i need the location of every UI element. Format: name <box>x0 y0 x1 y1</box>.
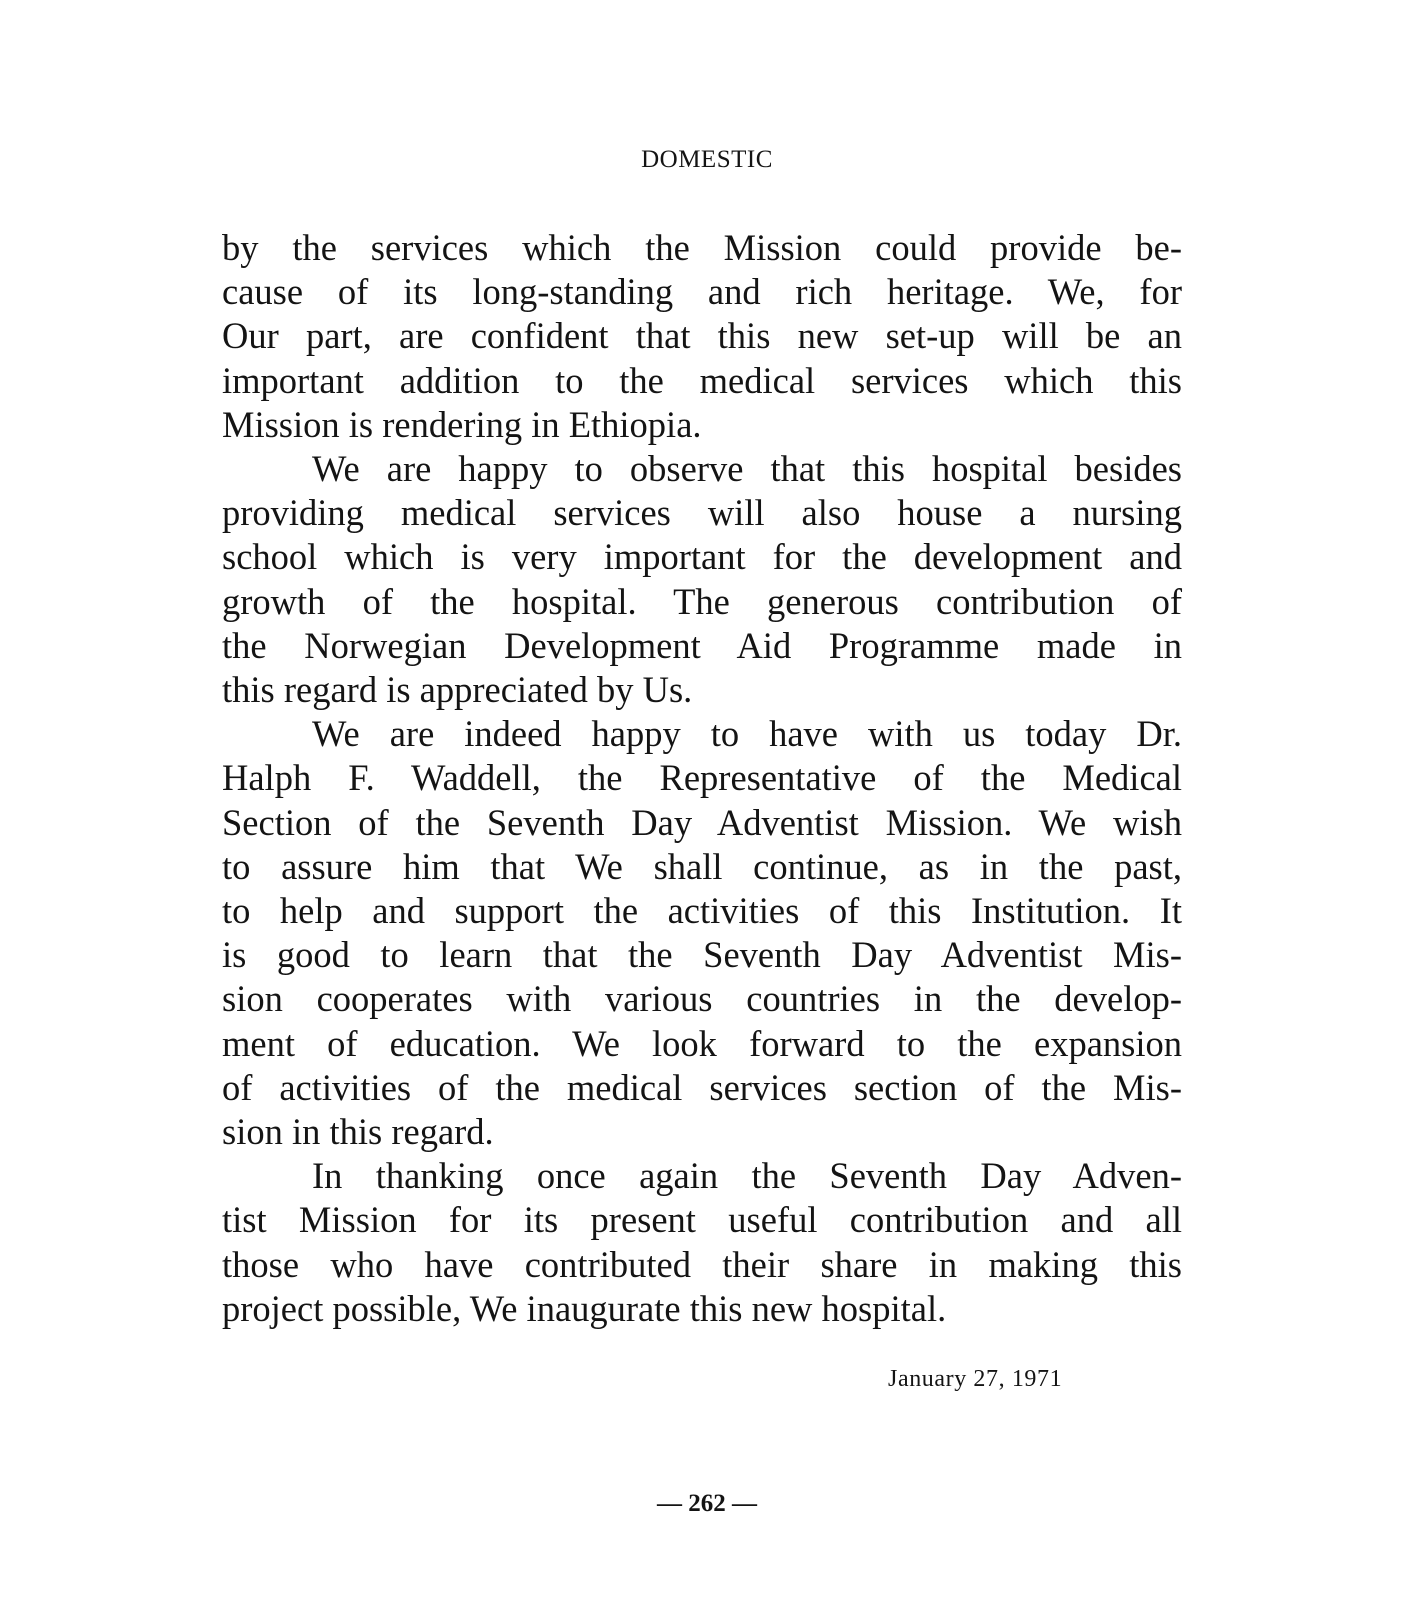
text-line: providing medical services will also house a nursing <box>222 492 1182 534</box>
paragraph <box>222 447 1182 712</box>
text-line: of activities of the medical services section of the Mis- <box>222 1066 1182 1108</box>
body-text <box>222 226 1182 1331</box>
text-line: sion cooperates with various countries in the develop- <box>222 978 1182 1020</box>
text-line: Mission is rendering in Ethiopia. <box>222 403 702 445</box>
text-line: to assure him that We shall continue, as in the past, <box>222 845 1182 887</box>
text-line: Our part, are confident that this new set-up will be an <box>222 315 1182 357</box>
text-line: We are happy to observe that this hospital besides <box>312 448 1182 490</box>
text-line: this regard is appreciated by Us. <box>222 669 693 711</box>
text-line: the Norwegian Development Aid Programme made in <box>222 624 1182 666</box>
text-line: sion in this regard. <box>222 1111 494 1153</box>
text-line: is good to learn that the Seventh Day Adventist Mis- <box>222 934 1182 976</box>
text-line: cause of its long-standing and rich heritage. We, for <box>222 271 1182 313</box>
running-head: DOMESTIC <box>641 146 773 173</box>
text-line: tist Mission for its present useful contribution and all <box>222 1199 1182 1241</box>
paragraph <box>222 712 1182 1154</box>
paragraph <box>222 1154 1182 1331</box>
text-line: those who have contributed their share in making this <box>222 1243 1182 1285</box>
text-line: to help and support the activities of this Institution. It <box>222 890 1182 932</box>
text-line: project possible, We inaugurate this new hospital. <box>222 1287 947 1329</box>
text-line: We are indeed happy to have with us today Dr. <box>312 713 1182 755</box>
text-line: ment of education. We look forward to the expansion <box>222 1022 1182 1064</box>
text-line: In thanking once again the Seventh Day Adven- <box>312 1155 1182 1197</box>
paragraph <box>222 226 1182 447</box>
text-line: growth of the hospital. The generous contribution of <box>222 580 1182 622</box>
text-line: school which is very important for the development and <box>222 536 1182 578</box>
text-line: Section of the Seventh Day Adventist Mission. We wish <box>222 801 1182 843</box>
page-number: — 262 — <box>657 1490 757 1517</box>
text-line: Halph F. Waddell, the Representative of the Medical <box>222 757 1182 799</box>
text-line: important addition to the medical services which this <box>222 359 1182 401</box>
dateline: January 27, 1971 <box>888 1366 1063 1392</box>
text-line: by the services which the Mission could provide be- <box>222 227 1182 268</box>
